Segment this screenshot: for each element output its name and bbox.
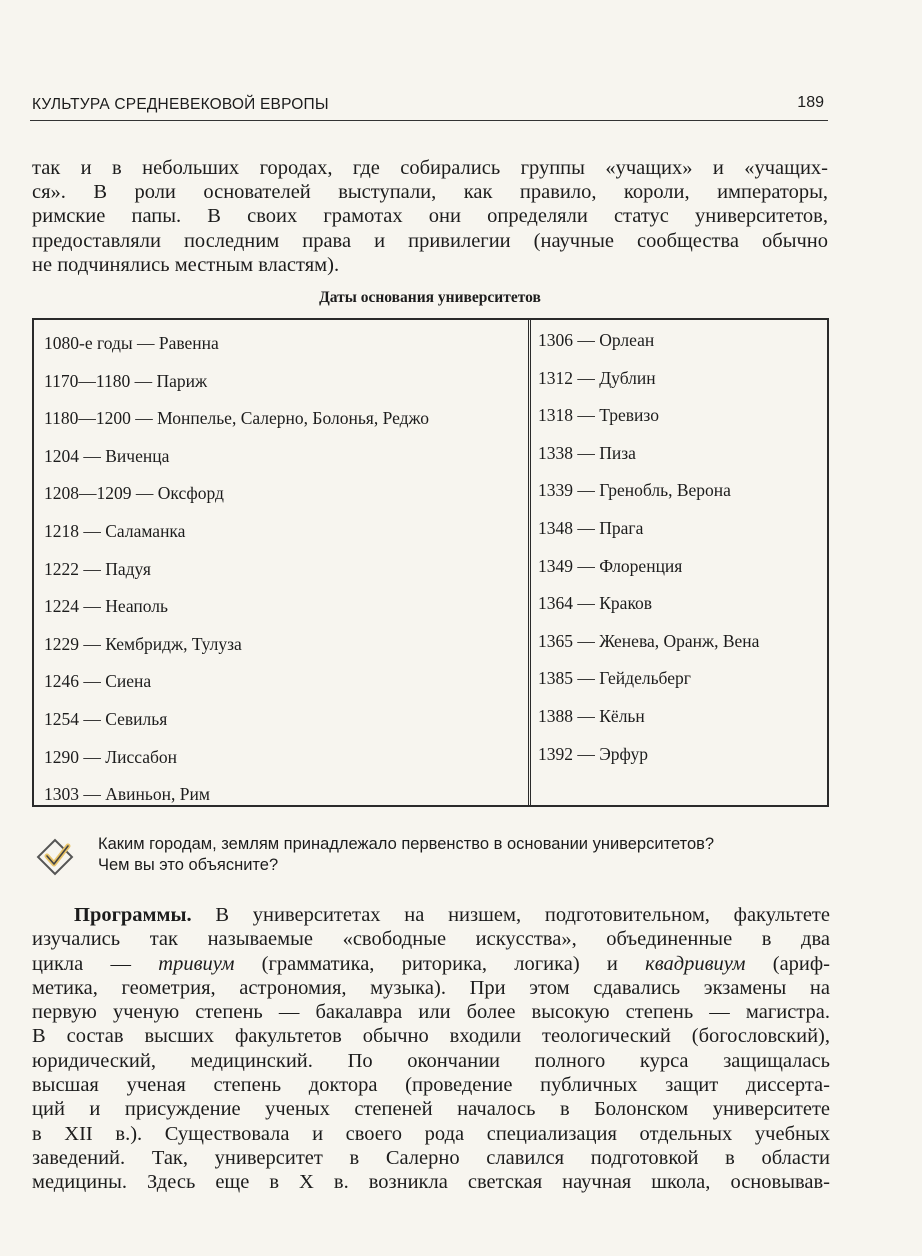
table-row: 1180—1200 — Монпелье, Салерно, Болонья, Реджо (44, 408, 429, 429)
table-row: 1254 — Севилья (44, 708, 168, 729)
review-question (98, 834, 838, 876)
section-heading: Программы. (74, 904, 192, 926)
text-line: первую ученую степень — бакалавра или более высокую степень — магистра. (32, 1001, 830, 1024)
right-column (538, 328, 823, 779)
text-line: ся». В роли основателей выступали, как правило, короли, императоры, (32, 181, 828, 204)
text-line: предоставляли последним права и привилегии (научные сообщества обычно (32, 229, 828, 252)
table-row: 1170—1180 — Париж (44, 370, 208, 391)
chapter-title: КУЛЬТУРА СРЕДНЕВЕКОВОЙ ЕВРОПЫ (32, 96, 329, 113)
text-line: медицины. Здесь еще в X в. возникла светская научная школа, основывав- (32, 1171, 830, 1194)
table-row: 1312 — Дублин (538, 367, 656, 388)
column-divider (528, 320, 531, 805)
table-row: 1208—1209 — Оксфорд (44, 483, 224, 504)
text-line: юридический, медицинский. По окончании полного курса защищалась (32, 1049, 830, 1072)
table-row: 1204 — Виченца (44, 445, 170, 466)
table-row: 1338 — Пиза (538, 442, 636, 463)
table-row: 1229 — Кембридж, Тулуза (44, 633, 242, 654)
table-row: 1364 — Краков (538, 593, 653, 614)
table-row: 1303 — Авиньон, Рим (44, 784, 210, 805)
university-dates-table (32, 318, 829, 807)
table-row: 1388 — Кёльн (538, 705, 645, 726)
text-line: не подчинялись местным властям). (32, 253, 340, 276)
programs-paragraph (32, 903, 830, 1195)
checkmark-question-icon (35, 837, 75, 877)
text-line: ций и присуждение ученых степеней началось в Болонском университете (32, 1098, 830, 1121)
table-row: 1349 — Флоренция (538, 555, 683, 576)
term-trivium: тривиум (158, 952, 235, 975)
question-line: Чем вы это объясните? (98, 856, 279, 874)
table-title: Даты основания университетов (319, 289, 541, 306)
table-row: 1365 — Женева, Оранж, Вена (538, 630, 760, 651)
table-row: 1290 — Лиссабон (44, 746, 178, 767)
table-row: 1218 — Саламанка (44, 520, 186, 541)
table-row: 1385 — Гейдельберг (538, 668, 691, 689)
text-line: В состав высших факультетов обычно входили теологический (богословский), (32, 1025, 830, 1048)
page-number: 189 (797, 94, 824, 111)
table-row: 1246 — Сиена (44, 671, 152, 692)
table-row: 1224 — Неаполь (44, 596, 169, 617)
table-row: 1306 — Орлеан (538, 330, 655, 350)
text-line: цикла — тривиум (грамматика, риторика, логика) и квадривиум (ариф- (32, 952, 830, 975)
table-row: 1392 — Эрфур (538, 743, 648, 764)
running-header (30, 92, 828, 121)
text-line: в XII в.). Существовала и своего рода специализация отдельных учебных (32, 1122, 830, 1145)
table-row: 1318 — Тревизо (538, 405, 659, 426)
left-column (44, 331, 524, 820)
text-line: римские папы. В своих грамотах они определяли статус университетов, (32, 205, 828, 228)
question-line: Каким городам, землям принадлежало первенство в основании университетов? (98, 835, 715, 853)
text-line: метика, геометрия, астрономия, музыка). При этом сдавались экзамены на (32, 976, 830, 999)
text-line: изучались так называемые «свободные искусства», объединенные в два (32, 928, 830, 951)
table-row: 1339 — Гренобль, Верона (538, 480, 731, 501)
table-row: 1348 — Прага (538, 517, 644, 538)
text-line: так и в небольших городах, где собирались группы «учащих» и «учащих- (32, 157, 828, 179)
text-line: заведений. Так, университет в Салерно славился подготовкой в области (32, 1146, 830, 1169)
term-quadrivium: квадривиум (645, 952, 746, 975)
text-line: высшая ученая степень доктора (проведение публичных защит диссерта- (32, 1074, 830, 1097)
text-line: Программы. В университетах на низшем, подготовительном, факультете (74, 904, 830, 926)
table-row: 1080-е годы — Равенна (44, 333, 219, 353)
intro-paragraph (32, 156, 828, 277)
table-row: 1222 — Падуя (44, 558, 151, 579)
